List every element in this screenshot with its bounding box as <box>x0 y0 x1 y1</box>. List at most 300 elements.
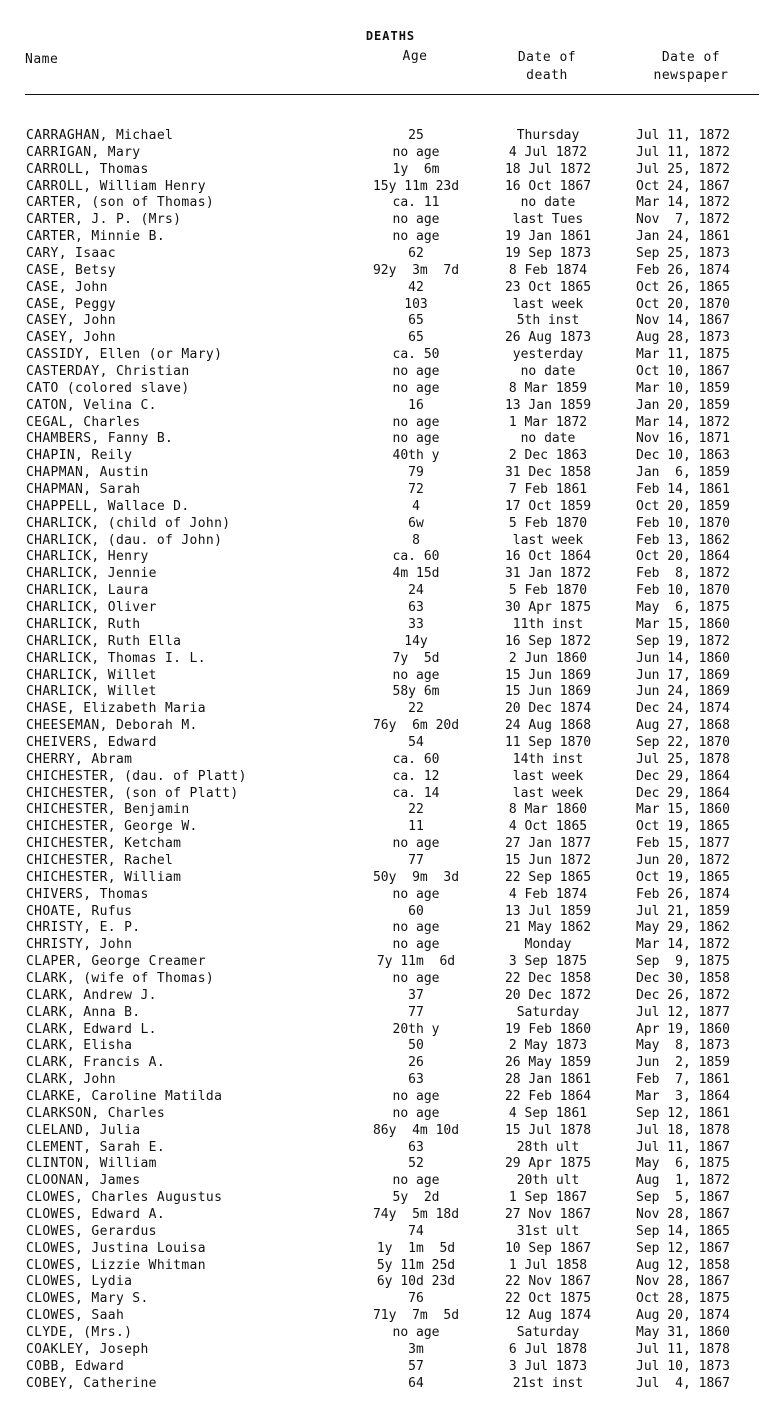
column-header-age: Age <box>402 49 428 64</box>
record-date-of-death: 7 Feb 1861 <box>508 482 588 498</box>
record-date-of-death: 18 Jul 1872 <box>504 161 592 177</box>
record-date-of-newspaper: Dec 26, 1872 <box>636 987 730 1003</box>
record-name: CHARLICK, (child of John) <box>26 515 231 531</box>
record-date-of-newspaper: Mar 14, 1872 <box>636 414 730 430</box>
record-age: 86y 4m 10d <box>372 1122 460 1138</box>
record-age: 6y 10d 23d <box>376 1274 456 1290</box>
record-date-of-death: yesterday <box>512 347 584 363</box>
table-row <box>0 617 781 634</box>
table-row <box>0 887 781 904</box>
record-name: CHICHESTER, Ketcham <box>26 836 182 852</box>
record-date-of-newspaper: Sep 9, 1875 <box>636 954 730 970</box>
record-name: CHARLICK, Oliver <box>26 600 157 616</box>
table-row <box>0 954 781 971</box>
table-row <box>0 482 781 499</box>
record-date-of-death: last week <box>512 296 584 312</box>
record-date-of-newspaper: Sep 5, 1867 <box>636 1190 730 1206</box>
record-date-of-newspaper: Oct 19, 1865 <box>636 819 730 835</box>
record-age: 63 <box>408 600 424 616</box>
record-date-of-newspaper: Oct 20, 1859 <box>636 498 730 514</box>
record-date-of-newspaper: Mar 15, 1860 <box>636 802 730 818</box>
record-date-of-death: 23 Oct 1865 <box>504 279 592 295</box>
record-date-of-death: 28 Jan 1861 <box>504 1072 592 1088</box>
record-name: CLARKSON, Charles <box>26 1105 166 1121</box>
record-date-of-death: 16 Oct 1867 <box>504 178 592 194</box>
record-date-of-death: Thursday <box>516 128 580 143</box>
record-date-of-newspaper: Nov 7, 1872 <box>636 212 730 228</box>
record-date-of-death: 10 Sep 1867 <box>504 1240 592 1256</box>
record-date-of-death: last Tues <box>512 212 584 228</box>
record-name: CLARK, Elisha <box>26 1038 133 1054</box>
record-age: 7y 11m 6d <box>376 954 456 970</box>
table-row <box>0 1005 781 1022</box>
record-name: CLEMENT, Sarah E. <box>26 1139 166 1155</box>
record-name: CHARLICK, Ruth <box>26 616 141 632</box>
record-age: 22 <box>408 802 424 818</box>
record-age: 74 <box>408 1223 424 1239</box>
record-name: CLARK, Edward L. <box>26 1021 157 1037</box>
record-date-of-newspaper: Jun 2, 1859 <box>636 1055 730 1071</box>
record-date-of-newspaper: Feb 14, 1861 <box>636 482 730 498</box>
record-date-of-death: 13 Jan 1859 <box>504 397 592 413</box>
record-date-of-newspaper: Jul 11, 1867 <box>636 1139 730 1155</box>
record-name: CHICHESTER, (dau. of Platt) <box>26 768 247 784</box>
table-row <box>0 313 781 330</box>
table-row <box>0 330 781 347</box>
record-date-of-death: 15 Jun 1869 <box>504 667 592 683</box>
record-date-of-death: 22 Feb 1864 <box>504 1088 592 1104</box>
record-date-of-death: 22 Dec 1858 <box>504 970 592 986</box>
record-date-of-newspaper: Oct 20, 1870 <box>636 296 730 312</box>
record-age: ca. 12 <box>392 768 440 784</box>
record-date-of-death: 1 Mar 1872 <box>508 414 588 430</box>
record-date-of-death: 11th inst <box>512 616 584 632</box>
record-name: CHEESEMAN, Deborah M. <box>26 718 198 734</box>
record-age: 79 <box>408 465 424 481</box>
record-date-of-death: 22 Oct 1875 <box>504 1291 592 1307</box>
record-date-of-newspaper: Jul 4, 1867 <box>636 1375 730 1391</box>
record-date-of-newspaper: Jul 18, 1878 <box>636 1122 730 1138</box>
header-divider <box>25 94 759 95</box>
record-date-of-death: 20 Dec 1872 <box>504 987 592 1003</box>
record-age: no age <box>392 1088 440 1104</box>
record-age: 92y 3m 7d <box>372 262 460 278</box>
record-date-of-death: 2 May 1873 <box>508 1038 588 1054</box>
record-date-of-newspaper: Apr 19, 1860 <box>636 1021 730 1037</box>
record-age: 57 <box>408 1358 424 1374</box>
record-date-of-newspaper: May 6, 1875 <box>636 1156 730 1172</box>
record-date-of-newspaper: Jul 11, 1872 <box>636 144 730 160</box>
record-name: CLARK, (wife of Thomas) <box>26 970 215 986</box>
record-date-of-death: 19 Sep 1873 <box>504 246 592 262</box>
record-age: 65 <box>408 313 424 329</box>
record-age: 64 <box>408 1375 424 1391</box>
record-age: 74y 5m 18d <box>372 1207 460 1222</box>
record-date-of-death: 13 Jul 1859 <box>504 903 592 919</box>
record-date-of-newspaper: Dec 10, 1863 <box>636 448 730 464</box>
record-date-of-newspaper: Jan 6, 1859 <box>636 465 730 481</box>
record-date-of-newspaper: Feb 8, 1872 <box>636 566 730 582</box>
record-date-of-death: 8 Feb 1874 <box>508 262 588 278</box>
column-header-date-of-death: Date of death <box>517 50 577 83</box>
table-row <box>0 1291 781 1308</box>
record-date-of-newspaper: Aug 12, 1858 <box>636 1257 730 1273</box>
record-name: CHARLICK, Ruth Ella <box>26 633 182 649</box>
record-name: CARTER, J. P. (Mrs) <box>26 212 182 228</box>
table-row <box>0 448 781 465</box>
table-row <box>0 786 781 803</box>
record-age: 3m <box>408 1341 424 1357</box>
record-name: CLARK, John <box>26 1072 116 1088</box>
record-date-of-newspaper: May 8, 1873 <box>636 1038 730 1054</box>
record-date-of-death: 31 Dec 1858 <box>504 465 592 481</box>
record-date-of-death: 26 Aug 1873 <box>504 330 592 346</box>
table-row <box>0 651 781 668</box>
record-name: CARTER, (son of Thomas) <box>26 195 215 211</box>
table-row <box>0 819 781 836</box>
record-age: no age <box>392 1325 440 1341</box>
table-row <box>0 179 781 196</box>
record-age: 11 <box>408 819 424 835</box>
table-row <box>0 1072 781 1089</box>
record-name: CATO (colored slave) <box>26 380 190 396</box>
record-name: CHRISTY, E. P. <box>26 920 141 936</box>
record-date-of-newspaper: Mar 11, 1875 <box>636 347 730 363</box>
record-date-of-newspaper: Nov 28, 1867 <box>636 1274 730 1290</box>
record-age: 25 <box>408 128 424 143</box>
record-age: 15y 11m 23d <box>372 178 460 194</box>
record-age: 14y <box>404 633 428 649</box>
record-date-of-newspaper: Feb 15, 1877 <box>636 836 730 852</box>
record-age: ca. 60 <box>392 751 440 767</box>
record-date-of-newspaper: Jul 25, 1878 <box>636 751 730 767</box>
record-name: CHASE, Elizabeth Maria <box>26 701 206 717</box>
record-name: CHICHESTER, Rachel <box>26 852 174 868</box>
record-date-of-death: 5 Feb 1870 <box>508 515 588 531</box>
record-name: CARROLL, William Henry <box>26 178 206 194</box>
record-name: CHICHESTER, (son of Platt) <box>26 785 239 801</box>
record-age: 4 <box>412 498 420 514</box>
record-name: CHARLICK, Jennie <box>26 566 157 582</box>
record-date-of-death: 1 Jul 1858 <box>508 1257 588 1273</box>
record-date-of-newspaper: Sep 12, 1861 <box>636 1105 730 1121</box>
table-row <box>0 1241 781 1258</box>
table-row <box>0 347 781 364</box>
table-row <box>0 1140 781 1157</box>
record-name: CHAPPELL, Wallace D. <box>26 498 190 514</box>
record-date-of-death: 15 Jul 1878 <box>504 1122 592 1138</box>
table-row <box>0 229 781 246</box>
record-age: no age <box>392 937 440 953</box>
record-date-of-death: 17 Oct 1859 <box>504 498 592 514</box>
record-date-of-death: 4 Sep 1861 <box>508 1105 588 1121</box>
record-age: no age <box>392 1173 440 1189</box>
record-name: CLOWES, Gerardus <box>26 1223 157 1239</box>
table-row <box>0 364 781 381</box>
record-name: CHERRY, Abram <box>26 751 133 767</box>
record-age: 77 <box>408 1004 424 1020</box>
table-row <box>0 1089 781 1106</box>
record-date-of-death: 19 Jan 1861 <box>504 229 592 245</box>
table-row <box>0 718 781 735</box>
record-age: no age <box>392 229 440 245</box>
record-date-of-death: 14th inst <box>512 751 584 767</box>
record-name: CASE, John <box>26 279 108 295</box>
record-date-of-death: 21 May 1862 <box>504 920 592 936</box>
record-date-of-newspaper: Jan 24, 1861 <box>636 229 730 245</box>
record-age: 33 <box>408 616 424 632</box>
table-row <box>0 195 781 212</box>
record-date-of-death: 2 Dec 1863 <box>508 448 588 464</box>
record-date-of-newspaper: Sep 22, 1870 <box>636 734 730 750</box>
record-date-of-newspaper: Aug 1, 1872 <box>636 1173 730 1189</box>
table-row <box>0 752 781 769</box>
record-age: 76 <box>408 1291 424 1307</box>
record-date-of-death: 12 Aug 1874 <box>504 1308 592 1324</box>
record-age: no age <box>392 1105 440 1121</box>
record-name: CARY, Isaac <box>26 246 116 262</box>
record-date-of-death: 24 Aug 1868 <box>504 718 592 734</box>
record-date-of-death: no date <box>520 431 576 447</box>
record-name: CHARLICK, (dau. of John) <box>26 532 223 548</box>
record-date-of-newspaper: Feb 10, 1870 <box>636 515 730 531</box>
table-row <box>0 499 781 516</box>
record-date-of-newspaper: Oct 26, 1865 <box>636 279 730 295</box>
record-age: no age <box>392 414 440 430</box>
table-row <box>0 212 781 229</box>
record-age: no age <box>392 212 440 228</box>
record-date-of-newspaper: Nov 16, 1871 <box>636 431 730 447</box>
table-row <box>0 533 781 550</box>
table-row <box>0 870 781 887</box>
record-age: no age <box>392 836 440 852</box>
record-name: CHARLICK, Thomas I. L. <box>26 650 206 666</box>
record-age: 4m 15d <box>392 566 440 582</box>
record-date-of-newspaper: Oct 28, 1875 <box>636 1291 730 1307</box>
record-name: CLOWES, Lizzie Whitman <box>26 1257 206 1273</box>
record-name: COBB, Edward <box>26 1358 125 1374</box>
table-row <box>0 1325 781 1342</box>
record-name: CLOONAN, James <box>26 1173 141 1189</box>
record-date-of-death: 4 Oct 1865 <box>508 819 588 835</box>
record-age: 54 <box>408 734 424 750</box>
table-row <box>0 735 781 752</box>
table-row <box>0 1207 781 1224</box>
table-row <box>0 853 781 870</box>
table-row <box>0 1173 781 1190</box>
record-date-of-newspaper: Feb 7, 1861 <box>636 1072 730 1088</box>
record-age: 1y 6m <box>392 161 440 177</box>
table-row <box>0 668 781 685</box>
record-date-of-newspaper: Jul 21, 1859 <box>636 903 730 919</box>
column-header-date-of-newspaper: Date of newspaper <box>653 50 729 83</box>
record-date-of-death: last week <box>512 768 584 784</box>
record-date-of-newspaper: Jun 20, 1872 <box>636 852 730 868</box>
record-name: CHARLICK, Willet <box>26 684 157 700</box>
table-row <box>0 145 781 162</box>
record-date-of-death: last week <box>512 532 584 548</box>
record-age: 5y 2d <box>392 1190 440 1206</box>
record-date-of-newspaper: Aug 20, 1874 <box>636 1308 730 1324</box>
record-name: CHICHESTER, George W. <box>26 819 198 835</box>
record-date-of-newspaper: Jun 17, 1869 <box>636 667 730 683</box>
record-date-of-newspaper: Dec 29, 1864 <box>636 785 730 801</box>
record-date-of-death: 16 Sep 1872 <box>504 633 592 649</box>
table-row <box>0 549 781 566</box>
record-date-of-death: 8 Mar 1860 <box>508 802 588 818</box>
record-name: CLOWES, Justina Louisa <box>26 1240 206 1256</box>
record-date-of-newspaper: Jul 25, 1872 <box>636 161 730 177</box>
record-name: CLOWES, Charles Augustus <box>26 1190 223 1206</box>
record-name: CASEY, John <box>26 330 116 346</box>
record-date-of-death: 19 Feb 1860 <box>504 1021 592 1037</box>
record-age: 52 <box>408 1156 424 1172</box>
record-name: CLARK, Francis A. <box>26 1055 166 1071</box>
record-name: CLOWES, Edward A. <box>26 1207 166 1222</box>
record-age: 8 <box>412 532 420 548</box>
record-date-of-newspaper: Oct 20, 1864 <box>636 549 730 565</box>
table-row <box>0 836 781 853</box>
record-age: ca. 14 <box>392 785 440 801</box>
table-row <box>0 1156 781 1173</box>
record-date-of-death: 20 Dec 1874 <box>504 701 592 717</box>
record-date-of-newspaper: Feb 26, 1874 <box>636 262 730 278</box>
record-age: 1y 1m 5d <box>376 1240 456 1256</box>
table-row <box>0 769 781 786</box>
record-date-of-death: 5th inst <box>516 313 580 329</box>
record-name: CHEIVERS, Edward <box>26 734 157 750</box>
record-date-of-death: 27 Jan 1877 <box>504 836 592 852</box>
record-date-of-newspaper: Jul 10, 1873 <box>636 1358 730 1374</box>
record-date-of-newspaper: Sep 19, 1872 <box>636 633 730 649</box>
table-row <box>0 415 781 432</box>
record-date-of-newspaper: Feb 26, 1874 <box>636 886 730 902</box>
record-date-of-death: 3 Sep 1875 <box>508 954 588 970</box>
record-date-of-newspaper: Mar 15, 1860 <box>636 616 730 632</box>
record-date-of-death: 5 Feb 1870 <box>508 583 588 599</box>
record-age: 6w <box>408 515 424 531</box>
record-age: no age <box>392 920 440 936</box>
record-age: 26 <box>408 1055 424 1071</box>
record-name: CARTER, Minnie B. <box>26 229 166 245</box>
record-date-of-newspaper: Sep 25, 1873 <box>636 246 730 262</box>
record-date-of-newspaper: Aug 28, 1873 <box>636 330 730 346</box>
table-row <box>0 701 781 718</box>
record-name: CHOATE, Rufus <box>26 903 133 919</box>
record-age: no age <box>392 431 440 447</box>
table-row <box>0 381 781 398</box>
record-age: 76y 6m 20d <box>372 718 460 734</box>
table-row <box>0 971 781 988</box>
record-name: CASEY, John <box>26 313 116 329</box>
record-date-of-newspaper: Jun 14, 1860 <box>636 650 730 666</box>
record-date-of-newspaper: Jun 24, 1869 <box>636 684 730 700</box>
record-date-of-death: no date <box>520 364 576 380</box>
record-name: CLOWES, Saah <box>26 1308 125 1324</box>
record-name: CLELAND, Julia <box>26 1122 141 1138</box>
table-row <box>0 1123 781 1140</box>
record-date-of-death: 31st ult <box>516 1223 580 1239</box>
record-date-of-newspaper: Dec 29, 1864 <box>636 768 730 784</box>
record-age: 58y 6m <box>392 684 440 700</box>
record-name: CARRAGHAN, Michael <box>26 128 174 143</box>
table-row <box>0 600 781 617</box>
record-date-of-death: 4 Jul 1872 <box>508 144 588 160</box>
table-row <box>0 1022 781 1039</box>
record-age: 65 <box>408 330 424 346</box>
record-age: 5y 11m 25d <box>376 1257 456 1273</box>
record-age: no age <box>392 886 440 902</box>
record-name: CHARLICK, Laura <box>26 583 149 599</box>
table-row <box>0 1342 781 1359</box>
record-age: ca. 11 <box>392 195 440 211</box>
record-date-of-newspaper: Dec 24, 1874 <box>636 701 730 717</box>
record-date-of-newspaper: Jul 12, 1877 <box>636 1004 730 1020</box>
table-row <box>0 1359 781 1376</box>
table-row <box>0 398 781 415</box>
table-row <box>0 280 781 297</box>
page-title: DEATHS <box>365 29 416 43</box>
record-name: CASE, Peggy <box>26 296 116 312</box>
table-row <box>0 920 781 937</box>
record-date-of-newspaper: Mar 14, 1872 <box>636 195 730 211</box>
table-row <box>0 1376 781 1393</box>
record-name: CHAMBERS, Fanny B. <box>26 431 174 447</box>
table-row <box>0 1106 781 1123</box>
record-date-of-newspaper: Aug 27, 1868 <box>636 718 730 734</box>
record-date-of-newspaper: Oct 24, 1867 <box>636 178 730 194</box>
record-name: CLARK, Andrew J. <box>26 987 157 1003</box>
table-row <box>0 904 781 921</box>
record-age: 77 <box>408 852 424 868</box>
record-age: 63 <box>408 1072 424 1088</box>
record-name: CATON, Velina C. <box>26 397 157 413</box>
record-date-of-death: 15 Jun 1872 <box>504 852 592 868</box>
record-name: CHRISTY, John <box>26 937 133 953</box>
record-date-of-newspaper: Oct 10, 1867 <box>636 364 730 380</box>
record-date-of-death: 29 Apr 1875 <box>504 1156 592 1172</box>
table-row <box>0 583 781 600</box>
record-date-of-death: 11 Sep 1870 <box>504 734 592 750</box>
record-age: 63 <box>408 1139 424 1155</box>
record-name: CARRIGAN, Mary <box>26 144 141 160</box>
record-date-of-death: 8 Mar 1859 <box>508 380 588 396</box>
record-name: CEGAL, Charles <box>26 414 141 430</box>
record-date-of-newspaper: Feb 10, 1870 <box>636 583 730 599</box>
record-date-of-death: 21st inst <box>512 1375 584 1391</box>
record-name: CHIVERS, Thomas <box>26 886 149 902</box>
record-age: 40th y <box>392 448 440 464</box>
record-date-of-death: 16 Oct 1864 <box>504 549 592 565</box>
record-age: 103 <box>404 296 428 312</box>
record-name: CHAPIN, Reily <box>26 448 133 464</box>
record-date-of-death: 27 Nov 1867 <box>504 1207 592 1222</box>
table-row <box>0 516 781 533</box>
record-age: 16 <box>408 397 424 413</box>
record-date-of-death: no date <box>520 195 576 211</box>
record-date-of-death: 22 Nov 1867 <box>504 1274 592 1290</box>
table-row <box>0 162 781 179</box>
record-age: 20th y <box>392 1021 440 1037</box>
record-age: 71y 7m 5d <box>372 1308 460 1324</box>
record-date-of-newspaper: Mar 10, 1859 <box>636 380 730 396</box>
record-date-of-death: 26 May 1859 <box>504 1055 592 1071</box>
table-row <box>0 1274 781 1291</box>
table-row <box>0 634 781 651</box>
table-row <box>0 1190 781 1207</box>
record-date-of-newspaper: Oct 19, 1865 <box>636 869 730 885</box>
record-name: CLARK, Anna B. <box>26 1004 141 1020</box>
